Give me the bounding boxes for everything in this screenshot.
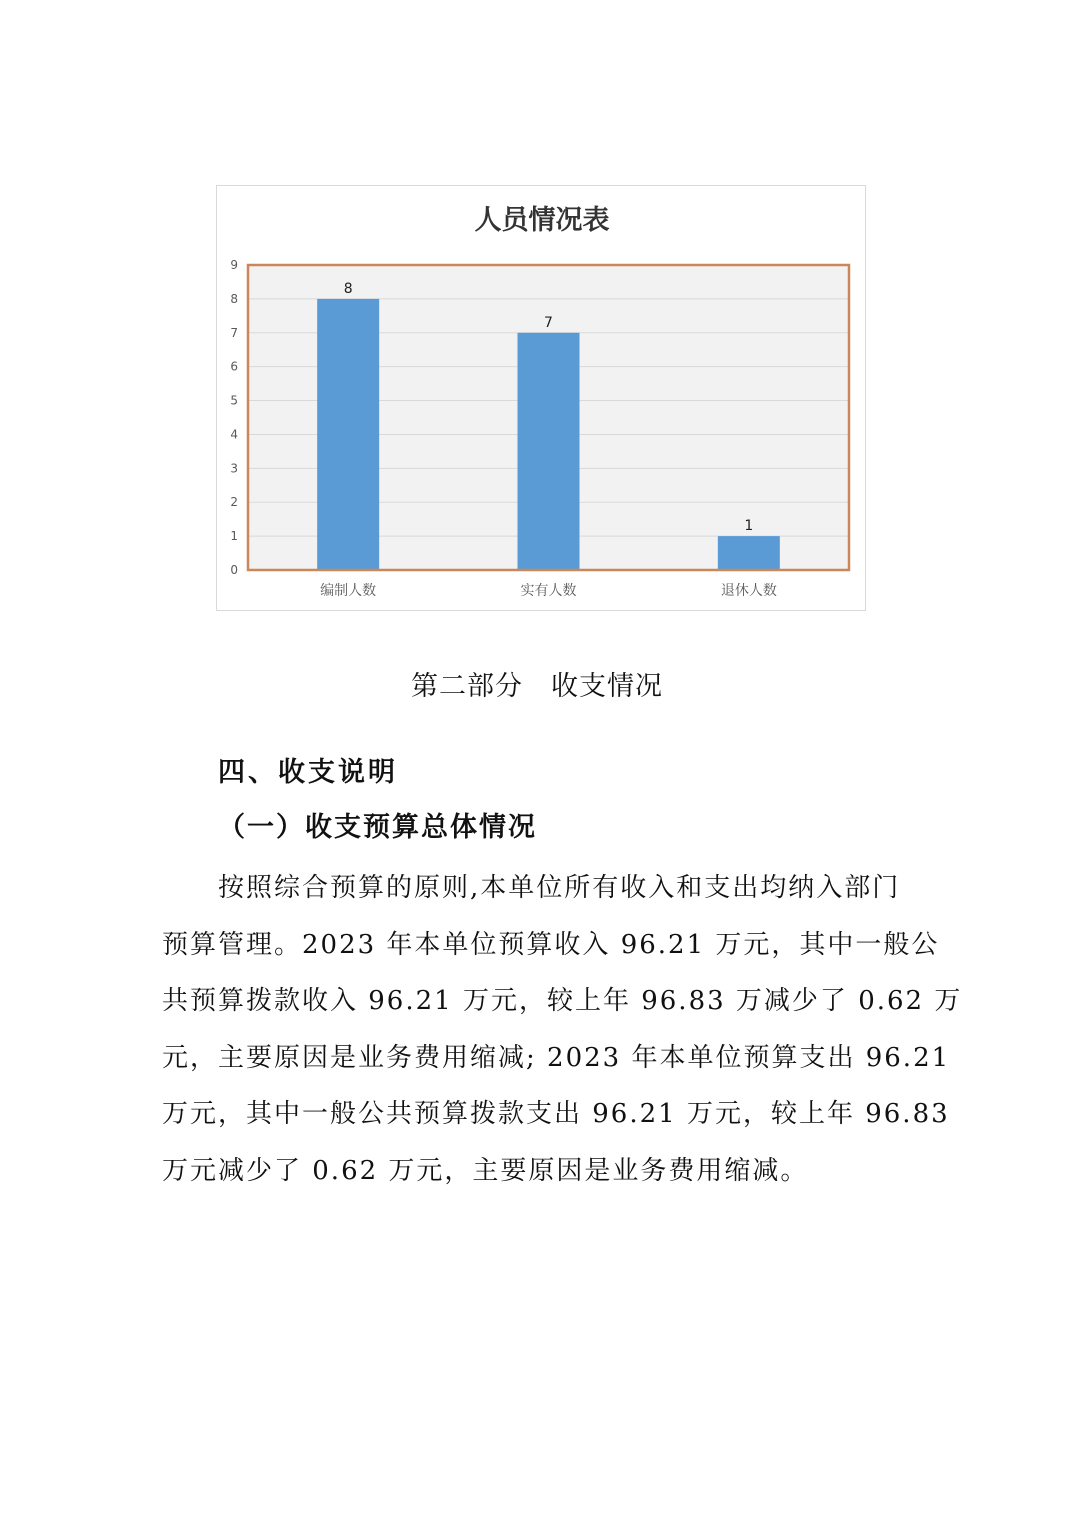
y-tick-label: 3: [230, 461, 238, 476]
section-heading: 第二部分 收支情况: [411, 671, 663, 702]
budget-paragraph: [162, 860, 963, 1199]
paragraph-line: 按照综合预算的原则,本单位所有收入和支出均纳入部门: [218, 873, 901, 903]
x-tick-label: 实有人数: [520, 583, 577, 599]
heading-level1: 四、收支说明: [218, 757, 398, 788]
y-tick-label: 7: [230, 325, 238, 340]
paragraph-line: 共预算拨款收入 96.21 万元，较上年 96.83 万减少了 0.62 万: [162, 986, 963, 1016]
x-tick-label: 退休人数: [720, 583, 777, 599]
bar: [317, 299, 379, 570]
data-label: 7: [544, 314, 553, 331]
chart-title: 人员情况表: [474, 205, 610, 236]
data-label: 1: [744, 518, 754, 535]
heading-level2: （一）收支预算总体情况: [218, 812, 537, 843]
paragraph-line: 万元，其中一般公共预算拨款支出 96.21 万元，较上年 96.83: [162, 1099, 950, 1129]
staff-chart: [216, 185, 866, 611]
y-tick-label: 4: [230, 427, 238, 442]
staff-bar-chart: [217, 186, 867, 612]
paragraph-line: 万元减少了 0.62 万元，主要原因是业务费用缩减。: [162, 1155, 809, 1186]
y-tick-label: 8: [230, 291, 238, 306]
bar: [518, 333, 580, 570]
x-tick-label: 编制人数: [320, 583, 377, 599]
bar: [718, 536, 780, 570]
y-tick-label: 6: [230, 359, 238, 374]
paragraph-line: 元，主要原因是业务费用缩减; 2023 年本单位预算支出 96.21: [162, 1042, 951, 1073]
y-tick-label: 9: [230, 258, 238, 272]
y-tick-label: 0: [230, 563, 238, 577]
data-label: 8: [343, 280, 353, 297]
paragraph-line: 预算管理。2023 年本单位预算收入 96.21 万元，其中一般公: [162, 929, 940, 960]
y-tick-label: 2: [230, 495, 238, 510]
y-tick-label: 1: [230, 529, 238, 544]
y-tick-label: 5: [230, 393, 238, 408]
